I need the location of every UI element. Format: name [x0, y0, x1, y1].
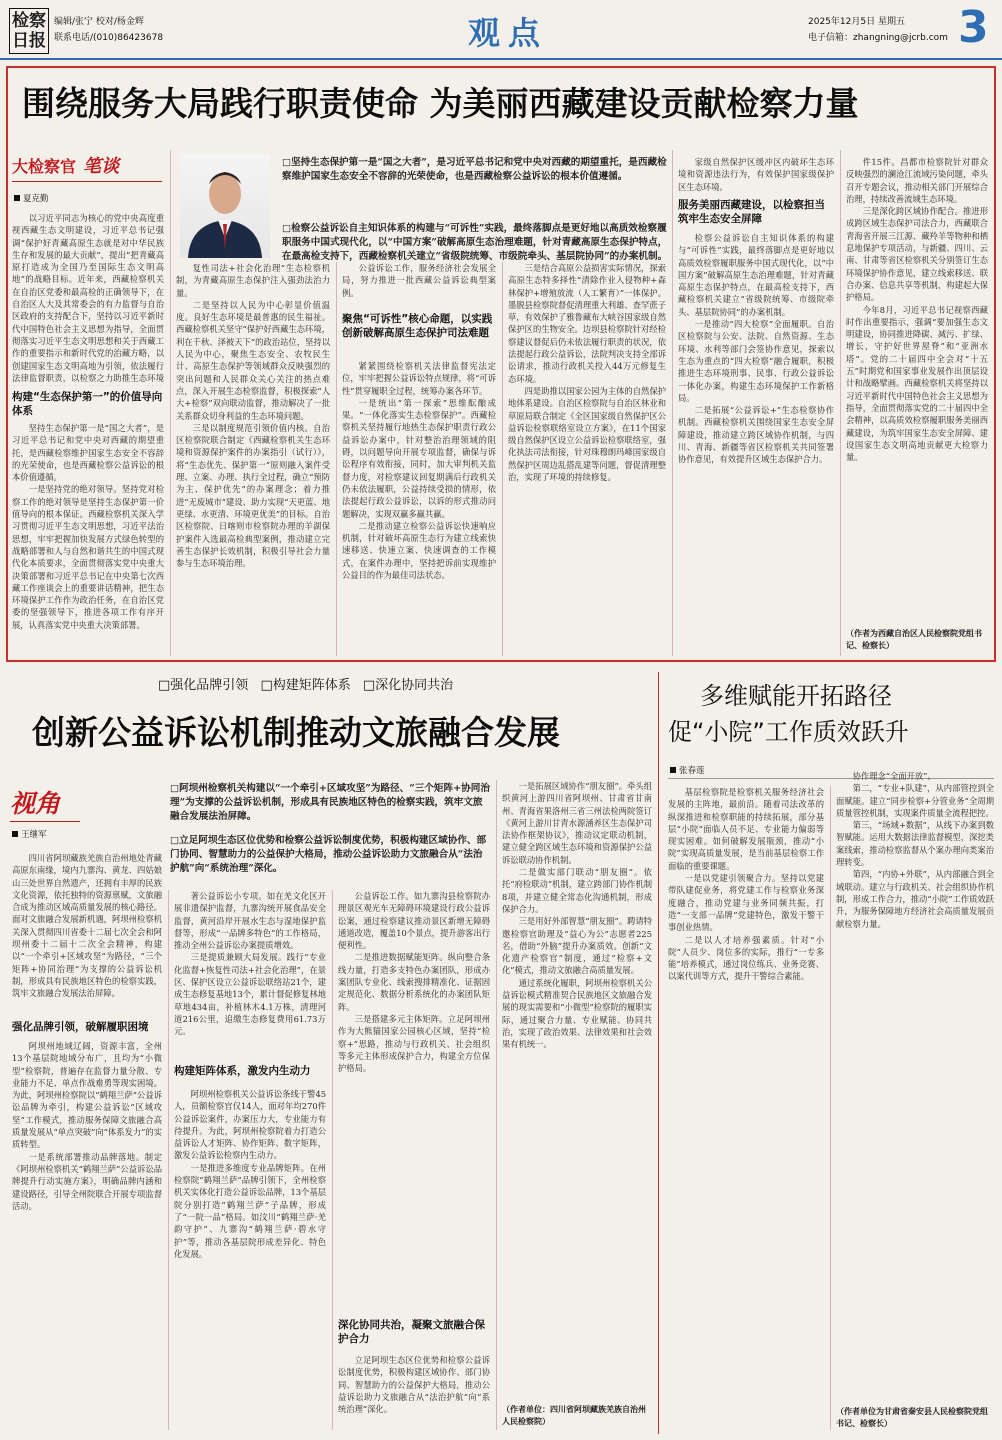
bottom-left-author-name: 王继军 — [21, 830, 47, 840]
bottom-pull-quote-2: □立足阿坝生态区位优势和检察公益诉讼制度优势，积极构建区域协作、部门协同、智慧助力的公益保护大格局，推动公益诉讼助力文旅融合从“法治护航”向“系统治理”深化。 — [170, 835, 487, 874]
paragraph: 公益诉讼工作，服务经济社会发展全局，努力推进一批西藏公益诉讼典型案例。 — [342, 263, 496, 298]
bottom-right-author-name: 张春莲 — [679, 766, 705, 776]
paragraph: 一是以党建引领聚合力。坚持以党建带队建促业务，将党建工作与检察业务深度融合，推动党建与业务同频共振，打造“一支部一品牌”党建特色，激发干警干事创业热情。 — [668, 873, 824, 933]
top-col1 — [12, 212, 164, 386]
bl-col3b — [338, 1354, 490, 1430]
bottom-right-author — [670, 764, 705, 776]
top-col5a — [678, 156, 834, 192]
paragraph: 今年8月，习近平总书记视察西藏时作出重要指示，强调“要加强生态文明建设，协同推进降碳、减污、扩绿、增长，守护好世界屋脊”和“亚洲水塔”。党的二十届四中全会对“十五五”时期党和国家事业发展作出顶层设计和战略擘画。西藏检察机关将坚持以习近平新时代中国特色社会主义思想为指导，全面贯彻落实党的二十届四中全会精神，以高质效检察履职服务美丽西藏建设，为筑牢国家生态安全屏障、建设国家生态文明高地贡献更大检察力量。 — [846, 304, 988, 463]
paragraph: 二是拓展“公益诉讼+”生态检察协作机制。西藏检察机关围绕国家生态安全屏障建设，推动建立跨区域协作机制，与四川、青海、新疆等省区检察机关共同签署协作意见，有效提升区域生态保护合力。 — [678, 405, 834, 465]
top-byline: （作者为西藏自治区人民检察院党组书记、检察长） — [846, 629, 982, 650]
kicker-item: □强化品牌引领 — [158, 678, 249, 693]
br-col1 — [668, 786, 824, 1430]
rule — [840, 150, 841, 656]
top-author — [14, 192, 49, 204]
paragraph: 阿坝州检察机关公益诉讼条线干警45人，员额检察官仅14人，面对年均270件公益诉讼案件，办案压力大，专业能力有待提升。为此，阿坝州检察院着力打造公益诉讼人才矩阵、协作矩阵、数字矩阵，激发公益诉讼检察内生动力。 — [174, 1089, 326, 1161]
bl-col1 — [12, 852, 162, 1016]
paragraph: 基层检察院是检察机关服务经济社会发展的主阵地，最前沿。随着司法改革的纵深推进和检察职能的持续拓展，部分基层“小院”面临人员不足、专业能力偏弱等现实困难。如何破解发展瓶颈，推动“小院”实现高质量发展，是当前基层检察工作面临的重要课题。 — [668, 787, 824, 871]
bottom-left-headline: 创新公益诉讼机制推动文旅融合发展 — [32, 713, 560, 752]
paragraph: 三是深化跨区域协作配合。推进形成跨区域生态保护司法合力，西藏联合青海省开展三江源、藏羚羊等物种和栖息地保护专项活动，与新疆、四川、云南、甘肃等省区检察机关分别签订生态环境保护协作意见，建立线索移送、联合办案、信息共享等机制，构建起大保护格局。 — [846, 206, 988, 303]
paragraph: 阿坝州地域辽阔，资源丰富，全州13个基层院地域分布广，且均为“小微型”检察院，普遍存在监督力量分散、专业能力不足、单点作战难勇等现实困境。为此，阿坝州检察院以“鹤翔兰萨”公益诉讼品牌为牵引，构建公益诉讼“区域攻坚”工作模式，推动服务保障文旅融合高质量发展从“单点突破”向“体系发力”的实质转型。 — [12, 1041, 162, 1150]
paragraph: 二是以人才培养强素质。针对“小院”人员少、岗位多的实际，推行“一专多能”培养模式，通过岗位练兵、业务竞赛、以案代训等方式，提升干警综合素能。 — [668, 934, 824, 982]
rule — [168, 890, 169, 1430]
header-rule — [0, 58, 1002, 60]
section-title: 观点 — [468, 14, 549, 52]
paragraph: 第二，“专业+队建”，从内部管控到全面赋能。建立“同步检察+分管业务”全周期质量管控机制，实现案件质量全流程把控。 — [836, 783, 994, 818]
top-col5b — [678, 232, 834, 654]
paragraph: 二是推动建立检察公益诉讼快速响应机制，针对破坏高原生态行为建立线索快速移送、快速立案、快速调查的工作模式，在案件办理中，坚持把诉前实现维护公益目的作为最佳司法状态。 — [342, 520, 496, 581]
bl-col4 — [502, 780, 652, 1402]
br-col2 — [836, 770, 994, 1404]
rule — [170, 150, 171, 656]
paragraph: 三是结合高原公益损害实际情况，探索高原生态特多择性“清除作业入侵物种+森林保护+增殖放流（人工繁育）”一体保护。墨脱县检察院督促清理重大利雄、查罕蔗子草，有效保护了雅鲁藏布大峡谷国家级自然保护区的生物安全。边坝县检察院针对经检察建议督促后仍未依法履行职责的状况，依法提起行政公益诉讼，法院判决支持全部诉讼请求，推动行政机关投入44万元修复生态环境。 — [508, 263, 666, 384]
rule — [672, 150, 673, 656]
bottom-pull-quote-1: □阿坝州检察机关构建以“一个牵引+区域攻坚”为路径、“三个矩阵+协同治理”为支撑的公益诉讼机制，形成具有民族地区特色的检察实践，筑牢文旅融合发展法治屏障。 — [170, 783, 490, 822]
bottom-right-headline-1: 多维赋能开拓路径 — [700, 682, 892, 710]
top-col4 — [508, 262, 666, 654]
top-story-headline: 围绕服务大局践行职责使命 为美丽西藏建设贡献检察力量 — [22, 84, 859, 123]
bl-col3-heading: 深化协同共治，凝聚文旅融合保护合力 — [338, 1319, 485, 1345]
rule — [336, 262, 337, 656]
top-col3-heading: 聚焦“可诉性”核心命题，以实践创新破解高原生态保护司法难题 — [342, 313, 493, 339]
paragraph: 一是推进多维度专业品牌矩阵。在州检察院“鹤翔兰萨”品牌引领下，全州检察机关实体化打造公益诉讼品牌，13个基层院分别打造“鹤翔兰萨”子品牌，形成了“一院一品”格局。如汶川“鹤翔兰萨·羌韵守护”、九寨沟“鹤翔兰萨·碧水守护”等，推动各基层院形成差异化、特色化发展。 — [174, 1162, 326, 1259]
top-col1-heading: 构建“生态保护第一”的价值导向体系 — [12, 391, 163, 417]
paragraph: 检察公益诉讼自主知识体系的构建与“可诉性”实践，最终落脚点是更好地以高质效检察履职服务中国式现代化，以“中国方案”破解高原生态治理难题，针对青藏高原生态保护特点，在最高检支持下，西藏检察机关建立“省级院统筹、市级院牵头、基层院协同”的办案机制。 — [678, 233, 834, 317]
editors: 编辑/张宁 校对/杨金辉 — [54, 17, 144, 27]
kicker-item: □构建矩阵体系 — [260, 678, 351, 693]
contact-phone: 联系电话/(010)86423678 — [54, 33, 164, 43]
paragraph: 二是推进数据赋能矩阵。纵向整合条线力量，打造多支特色办案团队，形成办案团队专业化、线索搜排精准化、证据固定规范化、数据分析系统化的办案团队矩阵。 — [338, 952, 490, 1012]
paragraph: 第四，“内协+外联”，从内部融合到全域联动。建立与行政机关、社会组织协作机制，形成工作合力，推动“小院”工作质效跃升，为服务保障地方经济社会高质量发展贡献检察力量。 — [836, 869, 994, 929]
paragraph: 二是做实部门联动“朋友圈”。依托“府检联动”机制，建立跨部门协作机制8项，并建立健全常态化沟通机制，形成保护合力。 — [502, 867, 652, 914]
br-byline: （作者单位为甘肃省秦安县人民检察院党组书记、检察长） — [836, 1407, 988, 1428]
bl-col1b — [12, 1040, 162, 1430]
paragraph: 公益诉讼工作。如九寨沟县检察院办理景区观光车无障碍环境建设行政公益诉讼案，通过检察建议推动景区新增无障碍通道改造，覆盖10个景点，提升游客出行便利性。 — [338, 891, 490, 951]
bottom-kicker — [158, 674, 453, 693]
bl-col2 — [174, 890, 326, 1054]
perspective-tag-text: 视角 — [10, 789, 61, 818]
bl-col2-heading: 构建矩阵体系，激发内生动力 — [174, 1065, 311, 1077]
author-marker — [670, 767, 676, 773]
rule — [502, 262, 503, 656]
bl-col3 — [338, 890, 490, 1308]
paragraph: 三是提质兼顾大局发展。践行“专业化监督+恢复性司法+社会化治理”，在景区、保护区设立公益诉讼联络站21个，建成生态修复基地13个，累计督促修复林地草地434亩，补植林木4.1万株，清理河道216公里，追缴生态修复费用61.73万元。 — [174, 952, 326, 1037]
author-marker — [12, 831, 18, 837]
top-author-name: 夏克勤 — [23, 194, 49, 204]
section-divider — [658, 672, 659, 1434]
rule — [830, 786, 831, 1430]
paragraph: 三是用好外部智慧“朋友圈”。聘请特邀检察官助理及“益心为公”志愿者225名，借助“外脑”提升办案质效。创新“文化遗产检察官”制度，通过“检察+文化”模式，推动文旅融合高质量发展。 — [502, 916, 652, 976]
perspective-tag — [10, 784, 80, 822]
paragraph: 著公益诉讼小专项。如在羌文化区开展非遗保护监督，九寨沟统开展食品安全监督，黄河沿岸开展水生态与湿地保护监督等，形成“一品牌多特色”的工作格局，推动全州公益诉讼办案提质增效。 — [174, 891, 326, 951]
paragraph: 件15件。昌都市检察院针对群众反映强烈的澜沧江流域污染问题，牵头召开专题会议，推动相关部门开展综合治理，持续改善流域生态环境。 — [846, 157, 988, 204]
masthead-text: 检察日报 — [12, 11, 46, 51]
paragraph: 一是统出“第一探索”思维酝酿成果。“一体化落实生态检察保护”。西藏检察机关坚持履行地热生态保护职责行政公益诉讼办案中，针对整治治理领域的阻碍，以问题导向开展专项监督，确保与诉讼程序有效衔接，同时，加大审判机关监督力度，对检察建议回复期满后行政机关仍未依法履职，公益持续受损的情形，依法提起行政公益诉讼，以诉的形式推动问题解决，实现双赢多赢共赢。 — [342, 397, 496, 519]
paragraph: 协作理念“全面开放”。 — [852, 771, 936, 781]
top-col6 — [846, 156, 988, 624]
paragraph: 坚持生态保护第一是“国之大者”，是习近平总书记和党中央对西藏的期望重托，是西藏检察维护国家生态安全不容辞的光荣使命，也是西藏检察公益诉讼的根本价值遵循。 — [12, 423, 164, 483]
column-tag-text: 大检察官 — [12, 157, 77, 176]
top-pull-quote-2: □检察公益诉讼自主知识体系的构建与“可诉性”实践，最终落脚点是更好地以高质效检察履职服务中国式现代化，以“中国方案”破解高原生态治理难题，针对青藏高原生态保护特点，在最高检支持下，西藏检察机关建立“省级院统筹、市级院牵头、基层院协同”的办案机制。 — [282, 223, 668, 262]
bl-col2b — [174, 1088, 326, 1430]
paragraph: 二是坚持以人民为中心彰显价值温度。良好生态环境是最普惠的民生福祉。西藏检察机关坚守“保护好西藏生态环境，利在千秋、泽被天下”的政治站位，坚持以人民为中心，聚焦生态安全、农牧民生计、高原生态保护等领域群众反映强烈的突出问题和人民群众关心关注的热点难点，深入开展生态检察监督，积极探索“人大+检察”双向联动监督，推动解决了一批关系群众切身利益的生态环境问题。 — [176, 299, 330, 421]
author-photo — [180, 154, 270, 258]
contact-email: 电子信箱：zhangning@jcrb.com — [808, 33, 948, 43]
paragraph: 家级自然保护区缓冲区内破坏生态环境和资源违法行为，有效保护国家级保护区生态环境。 — [678, 157, 834, 192]
kicker-item: □深化协同共治 — [362, 678, 454, 693]
top-col3a — [342, 262, 496, 308]
column-tag — [12, 152, 162, 182]
bl-byline: （作者单位：四川省阿坝藏族羌族自治州人民检察院） — [502, 1405, 646, 1426]
top-col3b — [342, 360, 496, 654]
rule — [332, 890, 333, 1430]
bl-col1-heading: 强化品牌引领，破解履职困境 — [12, 1021, 149, 1033]
top-col2 — [176, 262, 330, 654]
paragraph: 一是推动“四大检察”全面履职。自治区检察院与公安、法院、自然资源、生态环境、水利等部门会签协作意见，探索以生态为重点的“四大检察”融合履职，积极推进生态环境刑事、民事、行政公益诉讼一体化办案，构建生态环境保护工作新格局。 — [678, 319, 834, 403]
paragraph: 三是搭建多元主体矩阵。立足阿坝州作为大熊猫国家公园核心区域，坚持“检察+”思路，推动与行政机关、社会组织等多元主体形成保护合力，构建全方位保护格局。 — [338, 1013, 490, 1074]
paragraph: 第三，“场域+数据”，从线下办案到数智赋能。运用大数据法律监督模型，深挖类案线索，推动检察监督从个案办理向类案治理转变。 — [836, 820, 994, 868]
issue-date: 2025年12月5日 星期五 — [808, 17, 905, 27]
paragraph: 立足阿坝生态区位优势和检察公益诉讼制度优势，积极构建区域协作、部门协同、智慧助力的公益保护大格局，推动公益诉讼助力文旅融合从“法治护航”向“系统治理”深化。 — [338, 1355, 490, 1415]
paragraph: 以习近平同志为核心的党中央高度重视西藏生态文明建设，习近平总书记强调“保护好青藏高原生态就是对中华民族生存和发展的最大贡献”，提出“把青藏高原打造成为全国乃至国际生态文明高地”的战略目标。近年来，西藏检察机关在自治区党委和最高检的正确领导下，在自治区人大及其常委会的有力监督与自治区政府的支持配合下，坚持以习近平新时代中国特色社会主义思想为指导，全面贯彻落实习近平生态文明思想和关于西藏工作的重要指示和新时代党的治藏方略，以创建国家生态文明高地为引领，依法履行法律监督职责，以检察之力助推生态环境 — [12, 213, 164, 383]
top-pull-quote-1: □坚持生态保护第一是“国之大者”，是习近平总书记和党中央对西藏的期望重托，是西藏检察维护国家生态安全不容辞的光荣使命，也是西藏检察公益诉讼的根本价值遵循。 — [282, 157, 667, 182]
paragraph: 一是坚持党的绝对领导。坚持党对检察工作的绝对领导是坚持生态保护第一价值导向的根本保证。西藏检察机关深入学习贯彻习近平生态文明思想，习近平法治思想，牢牢把握加快发展方式绿色转型的战略部署和人与自然和谐共生的中国式现代化本质要求，全面贯彻落实党中央重大决策部署和习近平总书记在中央第七次西藏工作座谈会上的重要讲话精神，把生态环境保护工作作为政治任务，在自治区党委的坚强领导下，推进各项工作有序开展，认真落实党中央重大决策部署。 — [12, 484, 164, 630]
paragraph: 四是助推以国家公园为主体的自然保护地体系建设。自治区检察院与自治区林业和草原局联合制定《全区国家级自然保护区公益诉讼检察联络室设立方案》，在11个国家级自然保护区设立公益诉讼检察联络室，强化执法司法衔接，针对珠穆朗玛峰国家级自然保护区周边乱搭乱建等问题，督促清理整治，实现了环境的持续修复。 — [508, 385, 666, 483]
paragraph: 一是系统部署推动品牌落地。制定《阿坝州检察机关“鹤翔兰萨”公益诉讼品牌提升行动实施方案》，明确品牌内涵和建设路径，引导全州院联合开展专项监督活动。 — [12, 1151, 162, 1211]
bottom-left-author — [12, 828, 47, 840]
paragraph: 三是以制度规范引领价值内核。自治区检察院联合制定《西藏检察机关生态环境和资源保护案件的办案指引（试行）》，将“生态优先、保护第一”原则融入案件受理、立案、办理、执行全过程，确立“预防为主、保护优先”的办案理念；着力推进“无废城市”建设、助力实现“天更蓝、地更绿、水更清、环境更优美”的目标。自治区检察院、日喀则市检察院办理的羊湖保护案件入选最高检典型案例，推动建立完善生态保护长效机制，积极引导社会力量参与生态环境治理。 — [176, 422, 330, 569]
paragraph: 复性司法+社会化治理”生态检察机制，为青藏高原生态保护注入强劲法治力量。 — [176, 263, 330, 298]
page-number: 3 — [958, 2, 989, 53]
top-col1b — [12, 422, 164, 654]
top-col5-heading: 服务美丽西藏建设，以检察担当筑牢生态安全屏障 — [678, 199, 825, 225]
portrait-illustration — [180, 154, 270, 258]
paragraph: 一是拓展区域协作“朋友圈”。牵头组织黄河上游四川省阿坝州、甘肃省甘南州、青海省果洛州三省三州法检两院签订《黄河上游川甘青水源涵养区生态保护司法协作框架协议》，推动议定联动机制，建立健全跨区域生态环境和资源保护公益诉讼联动协作机制。 — [502, 781, 652, 865]
masthead-logo — [9, 8, 49, 54]
author-marker — [14, 195, 20, 201]
rule — [496, 780, 497, 1430]
paragraph: 紧紧围绕检察机关法律监督宪法定位，牢牢把握公益诉讼特点规律，将“可诉性”贯穿履职全过程，统筹办案各环节。 — [342, 361, 496, 396]
column-tag-script: 笔谈 — [83, 156, 120, 177]
paragraph: 四川省阿坝藏族羌族自治州地处青藏高原东南缘，境内九寨沟、黄龙、四姑娘山三处世界自然遗产，还拥有丰厚的民族文化资源，依托独特的资源禀赋，文旅融合成为推动区域高质量发展的核心路径。面对文旅融合发展新机遇，阿坝州检察机关深入贯彻四川省委十二届七次全会和阿坝州委十二届十二次全会精神，构建以“一个牵引+区域攻坚”为路径，“三个矩阵+协同治理”为支撑的公益诉讼机制，形成具有民族地区特色的检察实践，筑牢文旅融合发展法治屏障。 — [12, 853, 162, 999]
paragraph: 通过系统化履职，阿坝州检察机关公益诉讼模式精准契合民族地区文旅融合发展的现实需要和“小微型”检察院的履职实际，通过聚合力量、专业赋能、协同共治，实现了政治效果、法律效果和社会效果有机统一。 — [502, 977, 652, 1050]
bottom-right-headline-2: 促“小院”工作质效跃升 — [668, 718, 909, 746]
